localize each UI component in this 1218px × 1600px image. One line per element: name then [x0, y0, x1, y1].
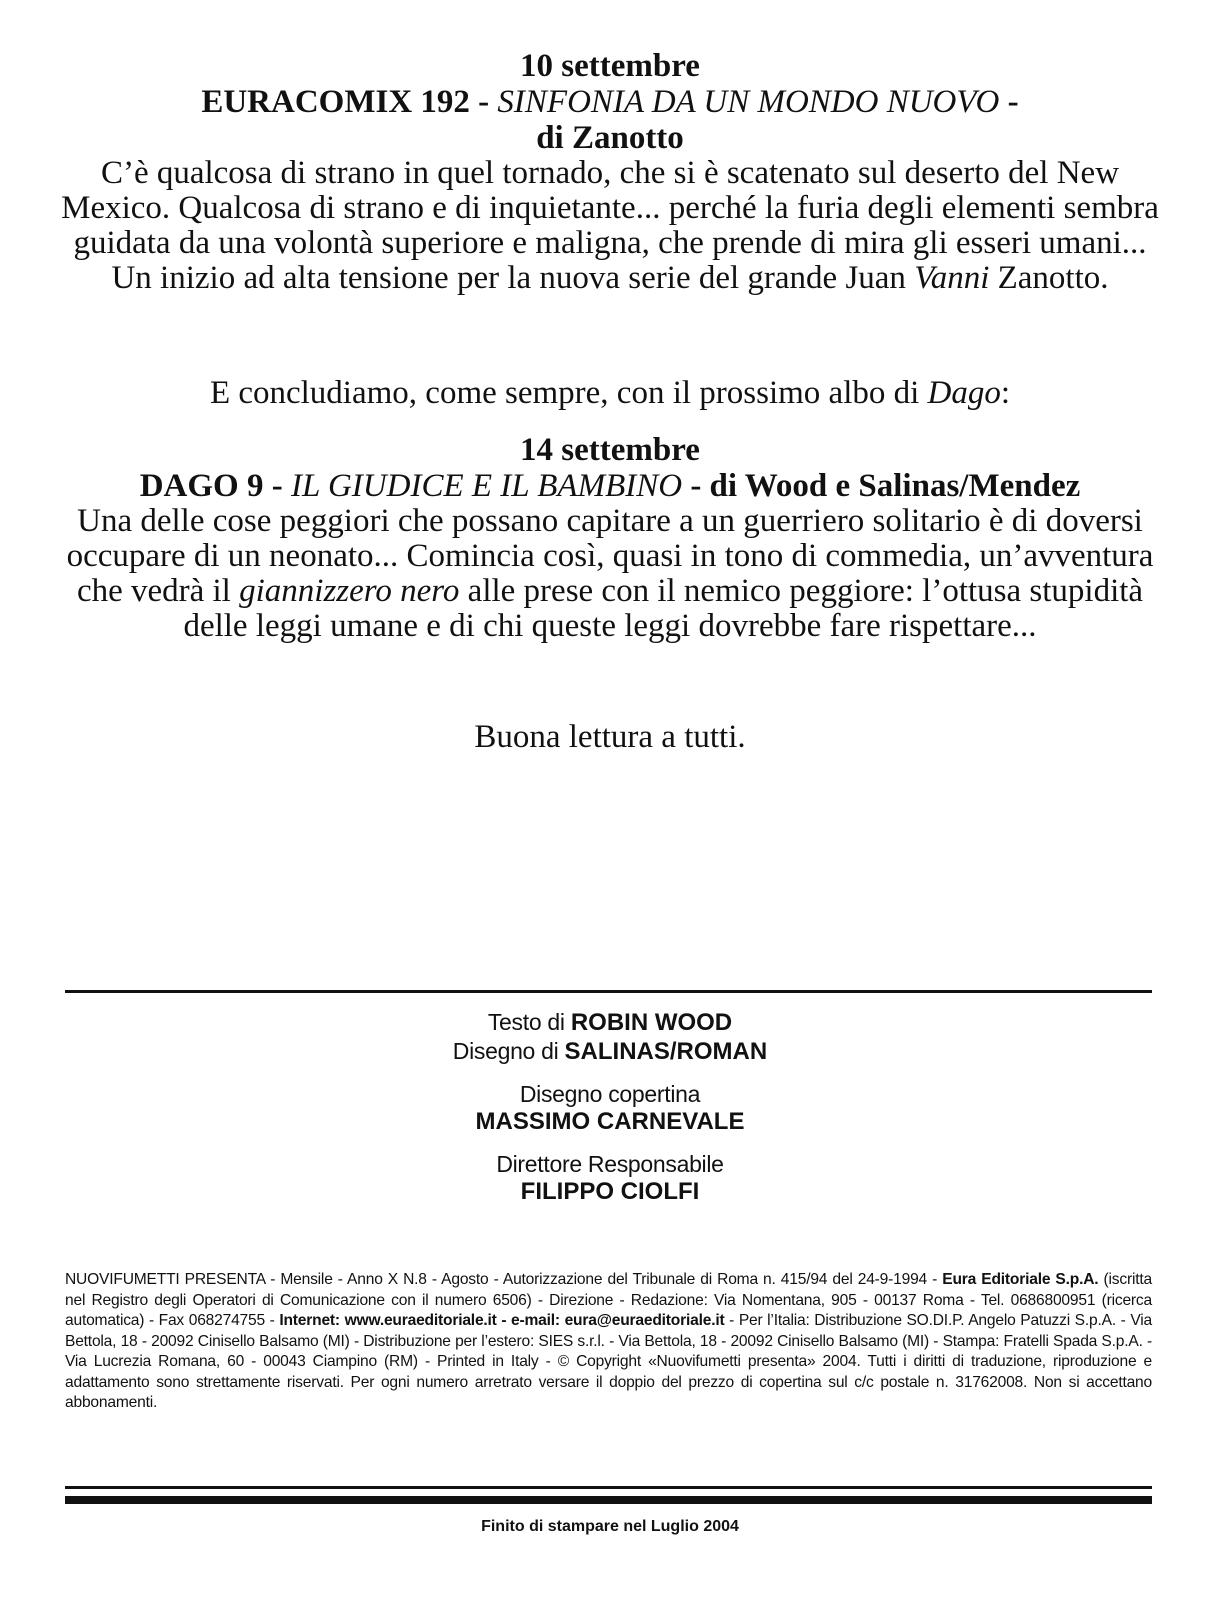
- euracomix-date: 10 settembre: [520, 48, 700, 84]
- euracomix-text-end: Zanotto.: [989, 260, 1109, 296]
- legal-notice: [65, 1270, 1152, 1414]
- euracomix-title: SINFONIA DA UN MONDO NUOVO: [497, 84, 1000, 120]
- euracomix-section: [60, 48, 1160, 296]
- euracomix-text-italic: Vanni: [914, 260, 990, 296]
- dago-title: IL GIUDICE E IL BAMBINO: [290, 468, 683, 504]
- credits: [60, 1008, 1160, 1220]
- legal-contacts: Internet: www.euraeditoriale.it - e-mail: eura@euraeditoriale.it: [279, 1312, 725, 1329]
- credits-director: [60, 1150, 1160, 1206]
- bottom-divider-thick: [65, 1496, 1152, 1504]
- print-date: Finito di stampare nel Luglio 2004: [481, 1518, 739, 1535]
- dago-series: DAGO 9 -: [139, 468, 291, 504]
- dago-section: [60, 432, 1160, 644]
- credits-cover: [60, 1080, 1160, 1136]
- dago-description: [60, 504, 1160, 644]
- intro-paragraph: [60, 376, 1160, 411]
- intro-text: E concludiamo, come sempre, con il prossimo albo di: [209, 375, 928, 411]
- dago-text-a: Una delle cose peggiori che possano capitare a un guerriero solitario è di doversi occupare di un neonato... Comincia così, quasi in tono di commedia, un’avventura che vedrà il: [66, 503, 1154, 609]
- euracomix-description: [60, 156, 1160, 296]
- credit-direttore-label: Direttore Responsabile: [496, 1151, 724, 1177]
- dago-heading: [60, 468, 1160, 504]
- legal-publisher: Eura Editoriale S.p.A.: [942, 1271, 1099, 1288]
- dago-author: - di Wood e Salinas/Mendez: [682, 468, 1081, 504]
- credit-testo-label: Testo di: [487, 1009, 571, 1035]
- credit-disegno: [60, 1037, 1160, 1066]
- closing-section: [60, 720, 1160, 755]
- legal-part-2: (iscritta nel Registro degli Operatori di Comunicazione con il numero 6506) - Direzione - Redazione: Via Nomentana, 905 - 00137 Roma - Tel. 0686800951 (ricerca automatica) - Fax 068274755 -: [65, 1271, 1152, 1329]
- closing-text: Buona lettura a tutti.: [474, 719, 746, 755]
- credit-disegno-name: SALINAS/ROMAN: [564, 1038, 768, 1065]
- legal-part-1: NUOVIFUMETTI PRESENTA - Mensile - Anno X N.8 - Agosto - Autorizzazione del Tribunale di Roma n. 415/94 del 24-9-1994 -: [65, 1271, 943, 1288]
- legal-part-3: - Per l’Italia: Distribuzione SO.DI.P. Angelo Patuzzi S.p.A. - Via Bettola, 18 - 20092 Cinisello Balsamo (MI) - Distribuzione per l’estero: SIES s.r.l. - Via Bettola, 18 - 20092 Cinisello Balsamo (MI) - Stampa: Fratelli Spada S.p.A. - Via Lucrezia Romana, 60 - 00043 Ciampino (RM) - Printed in Italy - © Copyright «Nuovifumetti presenta» 2004. Tutti i diritti di traduzione, riproduzione e adattamento sono strettamente riservati. Per ogni numero arretrato versare il doppio del prezzo di copertina sul c/c postale n. 31762008. Non si accettano abbonamenti.: [65, 1312, 1152, 1411]
- euracomix-text-main: C’è qualcosa di strano in quel tornado, che si è scatenato sul deserto del New Mexico. Qualcosa di strano e di inquietante... perché la furia degli elementi sembra guidata da una volontà superiore e maligna, che prende di mira gli esseri umani... Un inizio ad alta tensione per la nuova serie del grande Juan: [61, 155, 1159, 296]
- credit-direttore-name: FILIPPO CIOLFI: [520, 1178, 700, 1205]
- dago-text-b: alle prese con il nemico peggiore: l’ottusa stupidità delle leggi umane e di chi queste leggi dovrebbe fare rispettare...: [183, 573, 1144, 644]
- euracomix-author: di Zanotto: [536, 120, 684, 156]
- euracomix-title-suffix: -: [999, 84, 1019, 120]
- credit-copertina-label: Disegno copertina: [519, 1081, 701, 1107]
- credit-copertina-name: MASSIMO CARNEVALE: [475, 1108, 745, 1135]
- euracomix-heading: [60, 84, 1160, 120]
- bottom-divider-thin: [65, 1486, 1152, 1489]
- intro-line: [60, 376, 1160, 411]
- credits-authors: [60, 1008, 1160, 1066]
- intro-italic: Dago: [927, 375, 1001, 411]
- intro-end: :: [1000, 375, 1011, 411]
- credit-testo: [60, 1008, 1160, 1037]
- credit-disegno-label: Disegno di: [452, 1038, 565, 1064]
- credit-testo-name: ROBIN WOOD: [570, 1009, 733, 1036]
- dago-date: 14 settembre: [520, 432, 700, 468]
- top-divider: [65, 990, 1152, 993]
- dago-text-italic: giannizzero nero: [239, 573, 460, 609]
- euracomix-series: EURACOMIX 192 -: [201, 84, 498, 120]
